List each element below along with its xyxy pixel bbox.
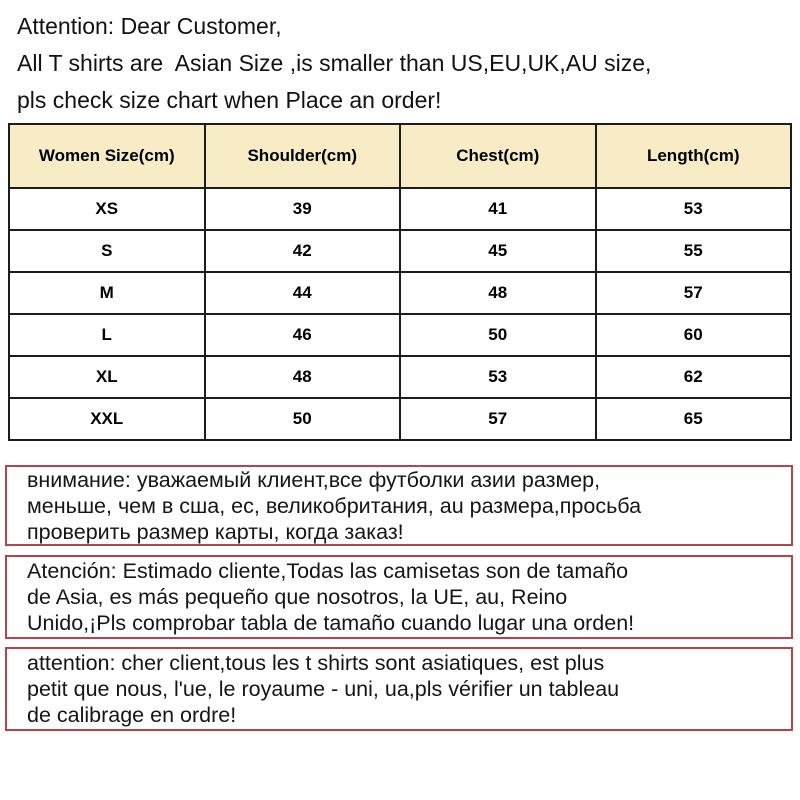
notice-russian-line-1: внимание: уважаемый клиент,все футболки азии размер, bbox=[27, 467, 601, 492]
notice-russian-line-2: меньше, чем в сша, ес, великобритания, au размера,просьба bbox=[27, 493, 642, 518]
size-label: S bbox=[9, 230, 205, 272]
size-label: XXL bbox=[9, 398, 205, 440]
chest-value: 45 bbox=[400, 230, 596, 272]
length-value: 53 bbox=[596, 188, 792, 230]
attention-line-1: Attention: Dear Customer, bbox=[17, 13, 282, 39]
shoulder-value: 39 bbox=[205, 188, 401, 230]
table-row bbox=[9, 188, 791, 230]
shoulder-value: 42 bbox=[205, 230, 401, 272]
chest-value: 53 bbox=[400, 356, 596, 398]
column-header-chest: Chest(cm) bbox=[400, 124, 596, 188]
size-chart-table bbox=[8, 123, 792, 441]
attention-note bbox=[17, 8, 651, 119]
table-row bbox=[9, 356, 791, 398]
shoulder-value: 44 bbox=[205, 272, 401, 314]
attention-line-2: All T shirts are Asian Size ,is smaller than US,EU,UK,AU size, bbox=[17, 50, 652, 76]
chest-value: 50 bbox=[400, 314, 596, 356]
length-value: 65 bbox=[596, 398, 792, 440]
chest-value: 41 bbox=[400, 188, 596, 230]
column-header-length: Length(cm) bbox=[596, 124, 792, 188]
notice-spanish-line-1: Atención: Estimado cliente,Todas las camisetas son de tamaño bbox=[27, 559, 629, 583]
length-value: 62 bbox=[596, 356, 792, 398]
shoulder-value: 50 bbox=[205, 398, 401, 440]
notice-french-line-1: attention: cher client,tous les t shirts sont asiatiques, est plus bbox=[27, 651, 605, 675]
shoulder-value: 48 bbox=[205, 356, 401, 398]
chest-value: 57 bbox=[400, 398, 596, 440]
table-header-row bbox=[9, 124, 791, 188]
column-header-shoulder: Shoulder(cm) bbox=[205, 124, 401, 188]
size-label: L bbox=[9, 314, 205, 356]
length-value: 57 bbox=[596, 272, 792, 314]
size-label: XS bbox=[9, 188, 205, 230]
notice-french-line-3: de calibrage en ordre! bbox=[27, 703, 237, 727]
size-label: M bbox=[9, 272, 205, 314]
size-label: XL bbox=[9, 356, 205, 398]
size-chart-table-container bbox=[8, 123, 792, 441]
column-header-women-size: Women Size(cm) bbox=[9, 124, 205, 188]
table-row bbox=[9, 272, 791, 314]
table-row bbox=[9, 230, 791, 272]
chest-value: 48 bbox=[400, 272, 596, 314]
notice-spanish-line-3: Unido,¡Pls comprobar tabla de tamaño cuando lugar una orden! bbox=[27, 611, 635, 635]
notice-french-line-2: petit que nous, l'ue, le royaume - uni, ua,pls vérifier un tableau bbox=[27, 677, 620, 701]
table-row bbox=[9, 314, 791, 356]
shoulder-value: 46 bbox=[205, 314, 401, 356]
notice-box-spanish bbox=[5, 555, 793, 639]
notice-box-french bbox=[5, 647, 793, 731]
attention-line-3: pls check size chart when Place an order! bbox=[17, 87, 442, 113]
notice-russian-line-3: проверить размер карты, когда заказ! bbox=[27, 519, 404, 544]
table-row bbox=[9, 398, 791, 440]
notice-box-russian bbox=[5, 465, 793, 546]
notice-spanish-line-2: de Asia, es más pequeño que nosotros, la UE, au, Reino bbox=[27, 585, 568, 609]
length-value: 55 bbox=[596, 230, 792, 272]
length-value: 60 bbox=[596, 314, 792, 356]
